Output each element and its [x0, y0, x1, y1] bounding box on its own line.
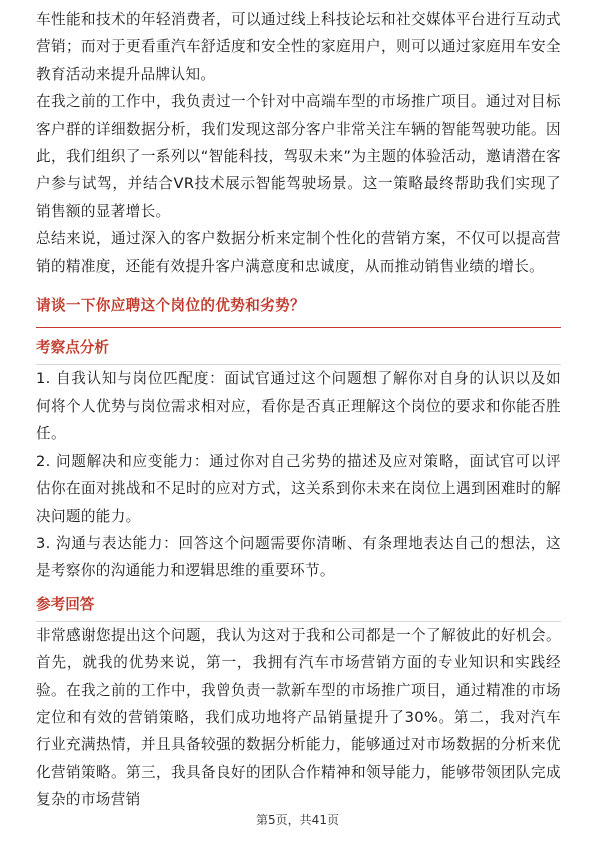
intro-paragraph-2: 在我之前的工作中，我负责过一个针对中高端车型的市场推广项目。通过对目标客户群的详细数据分析，我们发现这部分客户非常关注车辆的智能驾驶功能。因此，我们组织了一系列以“智能科技，驾驭未来”为主题的体验活动，邀请潜在客户参与试驾，并结合VR技术展示智能驾驶场景。这一策略最终帮助我们实现了销售额的显著增长。 — [36, 93, 561, 220]
answer-heading: 参考回答 — [36, 595, 95, 613]
intro-paragraph-1: 车性能和技术的年轻消费者，可以通过线上科技论坛和社交媒体平台进行互动式营销；而对于更看重汽车舒适度和安全性的家庭用户，则可以通过家庭用车安全教育活动来提升品牌认知。 — [36, 11, 561, 83]
analysis-heading: 考察点分析 — [36, 339, 109, 357]
intro-paragraph-3: 总结来说，通过深入的客户数据分析来定制个性化的营销方案，不仅可以提高营销的精准度，还能有效提升客户满意度和忠诚度，从而推动销售业绩的增长。 — [36, 230, 561, 275]
answer-paragraph: 非常感谢您提出这个问题，我认为这对于我和公司都是一个了解彼此的好机会。首先，就我的优势来说，第一，我拥有汽车市场营销方面的专业知识和实践经验。在我之前的工作中，我曾负责一款新车型的市场推广项目，通过精准的市场定位和有效的营销策略，我们成功地将产品销量提升了30%。第二，我对汽车行业充满热情，并且具备较强的数据分析能力，能够通过对市场数据的分析来优化营销策略。第三，我具备良好的团队合作精神和领导能力，能够带领团队完成复杂的市场营销 — [36, 626, 561, 809]
analysis-item-1: 1. 自我认知与岗位匹配度：面试官通过这个问题想了解你对自身的认识以及如何将个人优势与岗位需求相对应，看你是否真正理解这个岗位的要求和你能否胜任。 — [36, 370, 561, 443]
question-divider — [36, 327, 561, 328]
analysis-item-3: 3. 沟通与表达能力：回答这个问题需要你清晰、有条理地表达自己的想法，这是考察你的沟通能力和逻辑思维的重要环节。 — [36, 534, 561, 580]
analysis-item-2: 2. 问题解决和应变能力：通过你对自己劣势的描述及应对策略，面试官可以评估你在面对挑战和不足时的应对方式，这关系到你未来在岗位上遇到困难时的解决问题的能力。 — [36, 452, 561, 525]
question-title: 请谈一下你应聘这个岗位的优势和劣势？ — [36, 297, 305, 315]
document-page — [36, 6, 561, 814]
page-number-footer: 第5页，共41页 — [256, 813, 339, 827]
